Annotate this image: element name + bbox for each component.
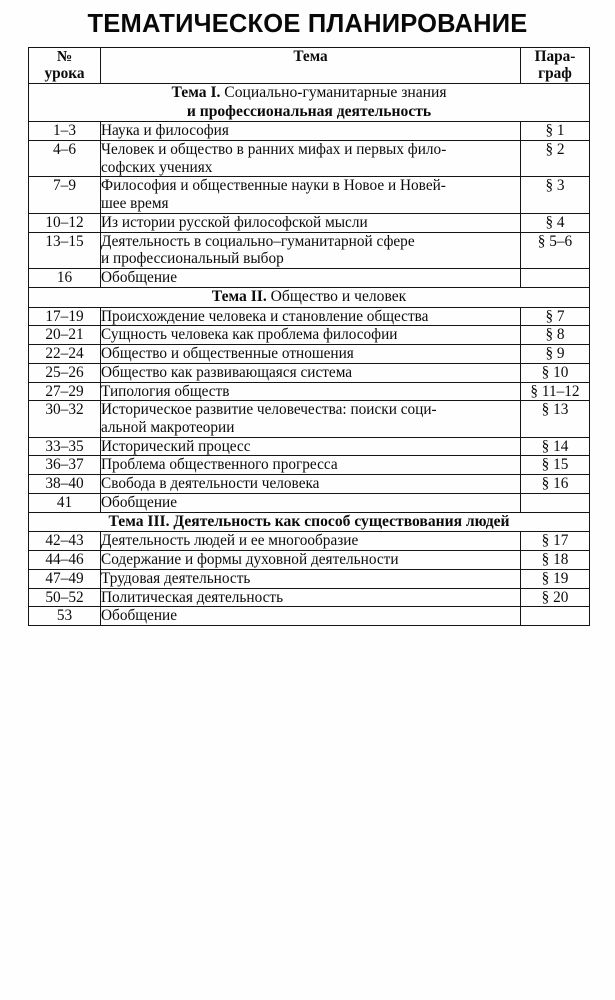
paragraph-cell: § 7: [521, 307, 590, 326]
lesson-number-cell: 1–3: [29, 122, 101, 141]
table-row: [29, 475, 590, 494]
table-header: [29, 48, 590, 84]
table-row: [29, 456, 590, 475]
theme-cell: [101, 456, 521, 475]
theme-text-line-2: софских учениях: [101, 158, 213, 176]
section-number-label: Тема I.: [171, 83, 221, 101]
section-header-row: [29, 83, 590, 121]
paragraph-cell: § 1: [521, 122, 590, 141]
lesson-number-cell: 27–29: [29, 382, 101, 401]
lesson-number-cell: 53: [29, 607, 101, 626]
theme-cell: [101, 607, 521, 626]
column-header-lesson-number: [29, 48, 101, 84]
table-row: [29, 363, 590, 382]
lesson-number-cell: 50–52: [29, 588, 101, 607]
table-row: [29, 382, 590, 401]
paragraph-cell: § 18: [521, 551, 590, 570]
paragraph-cell: § 20: [521, 588, 590, 607]
table-row: [29, 269, 590, 288]
paragraph-cell: § 15: [521, 456, 590, 475]
theme-text-line-1: Историческое развитие человечества: поиски соци-: [101, 401, 437, 419]
lesson-number-cell: 44–46: [29, 551, 101, 570]
table-row: [29, 401, 590, 437]
theme-text-line-2: альной макротеории: [101, 419, 235, 436]
lesson-number-cell: 30–32: [29, 401, 101, 437]
column-header-paragraph: [521, 48, 590, 84]
section-header-row: [29, 512, 590, 532]
paragraph-cell: § 17: [521, 532, 590, 551]
theme-cell: [101, 493, 521, 512]
paragraph-cell: § 2: [521, 141, 590, 177]
section-title-section-1: [29, 83, 590, 121]
section-title-text: Социально-гуманитарные знания: [220, 83, 447, 101]
table-row: [29, 213, 590, 232]
theme-cell: [101, 345, 521, 364]
section-title-section-3: [29, 512, 590, 532]
theme-text-line-2: шее время: [101, 195, 169, 213]
theme-text-line-1: Содержание и формы духовной деятельности: [101, 551, 399, 569]
lesson-number-header-line-2: урока: [44, 65, 85, 83]
table-row: [29, 607, 590, 626]
theme-cell: [101, 307, 521, 326]
paragraph-cell: § 9: [521, 345, 590, 364]
lesson-number-cell: 41: [29, 493, 101, 512]
lesson-number-cell: 38–40: [29, 475, 101, 494]
lesson-number-cell: 25–26: [29, 363, 101, 382]
paragraph-cell: § 13: [521, 401, 590, 437]
table-row: [29, 232, 590, 268]
theme-text-line-1: Исторический процесс: [101, 437, 251, 455]
theme-cell: [101, 569, 521, 588]
theme-text-line-1: Свобода в деятельности человека: [101, 475, 320, 493]
paragraph-cell: § 5–6: [521, 232, 590, 268]
paragraph-cell: § 10: [521, 363, 590, 382]
lesson-number-header-line-1: №: [56, 48, 73, 65]
theme-cell: [101, 475, 521, 494]
theme-text-line-1: Обобщение: [101, 269, 177, 287]
section-title-line-2-emphasis: и профессиональная деятельность: [186, 102, 432, 120]
table-row: [29, 569, 590, 588]
theme-text-line-1: Политическая деятельность: [101, 588, 284, 606]
lesson-number-cell: 7–9: [29, 177, 101, 213]
section-title-line-1: [29, 84, 589, 103]
table-row: [29, 551, 590, 570]
theme-text-line-1: Сущность человека как проблема философии: [101, 326, 398, 344]
section-number-label: Тема III.: [108, 512, 170, 530]
thematic-plan-table: [28, 47, 590, 626]
theme-cell: [101, 141, 521, 177]
lesson-number-cell: 33–35: [29, 437, 101, 456]
theme-text-line-1: Общество и общественные отношения: [101, 345, 354, 363]
theme-cell: [101, 213, 521, 232]
paragraph-cell: § 4: [521, 213, 590, 232]
lesson-number-cell: 22–24: [29, 345, 101, 364]
theme-text-line-1: Трудовая деятельность: [101, 569, 251, 587]
paragraph-cell: § 3: [521, 177, 590, 213]
table-row: [29, 437, 590, 456]
paragraph-cell: [521, 269, 590, 288]
theme-cell: [101, 532, 521, 551]
theme-cell: [101, 269, 521, 288]
lesson-number-cell: 20–21: [29, 326, 101, 345]
section-title-line-2: [29, 103, 589, 122]
table-row: [29, 122, 590, 141]
paragraph-cell: § 14: [521, 437, 590, 456]
section-number-label: Тема II.: [211, 287, 267, 305]
page-title: ТЕМАТИЧЕСКОЕ ПЛАНИРОВАНИЕ: [87, 10, 528, 38]
theme-text-line-1: Общество как развивающаяся система: [101, 363, 353, 381]
theme-cell: [101, 177, 521, 213]
theme-cell: [101, 122, 521, 141]
theme-text-line-1: Обобщение: [101, 493, 177, 511]
table-row: [29, 345, 590, 364]
section-title-text: Деятельность как способ существования людей: [169, 512, 510, 530]
theme-text-line-1: Из истории русской философской мысли: [101, 213, 368, 231]
table-row: [29, 493, 590, 512]
table-row: [29, 177, 590, 213]
column-header-theme: Тема: [101, 48, 521, 84]
section-header-row: [29, 287, 590, 307]
table-row: [29, 588, 590, 607]
theme-cell: [101, 363, 521, 382]
section-title-line-1: [29, 513, 589, 532]
section-title-text: Общество и человек: [266, 287, 407, 305]
theme-text-line-1: Деятельность людей и ее многообразие: [101, 532, 359, 550]
lesson-number-cell: 47–49: [29, 569, 101, 588]
lesson-number-cell: 10–12: [29, 213, 101, 232]
theme-text-line-1: Проблема общественного прогресса: [101, 456, 338, 474]
theme-cell: [101, 437, 521, 456]
section-title-line-1: [29, 288, 589, 307]
section-title-section-2: [29, 287, 590, 307]
theme-text-line-1: Деятельность в социально–гуманитарной сфере: [101, 232, 415, 250]
theme-text-line-1: Философия и общественные науки в Новое и Новей-: [101, 177, 446, 195]
paragraph-header-line-1: Пара-: [534, 48, 576, 65]
theme-text-line-1: Человек и общество в ранних мифах и первых фило-: [101, 141, 447, 159]
theme-text-line-1: Происхождение человека и становление общества: [101, 307, 429, 325]
lesson-number-cell: 42–43: [29, 532, 101, 551]
theme-cell: [101, 588, 521, 607]
lesson-number-cell: 17–19: [29, 307, 101, 326]
lesson-number-cell: 16: [29, 269, 101, 288]
table-row: [29, 326, 590, 345]
paragraph-cell: [521, 493, 590, 512]
theme-cell: [101, 401, 521, 437]
theme-cell: [101, 382, 521, 401]
paragraph-header-line-2: граф: [538, 65, 572, 83]
lesson-number-cell: 36–37: [29, 456, 101, 475]
lesson-number-cell: 13–15: [29, 232, 101, 268]
theme-text-line-2: и профессиональный выбор: [101, 250, 284, 268]
table-row: [29, 307, 590, 326]
paragraph-cell: § 8: [521, 326, 590, 345]
thematic-plan-table-container: [28, 47, 589, 626]
paragraph-cell: [521, 607, 590, 626]
table-header-row: [29, 48, 590, 84]
table-body: [29, 83, 590, 625]
table-row: [29, 141, 590, 177]
paragraph-cell: § 16: [521, 475, 590, 494]
paragraph-cell: § 19: [521, 569, 590, 588]
paragraph-cell: § 11–12: [521, 382, 590, 401]
theme-text-line-1: Обобщение: [101, 607, 177, 625]
theme-text-line-1: Типология обществ: [101, 382, 230, 400]
table-row: [29, 532, 590, 551]
theme-cell: [101, 232, 521, 268]
theme-text-line-1: Наука и философия: [101, 122, 229, 140]
theme-cell: [101, 551, 521, 570]
theme-cell: [101, 326, 521, 345]
lesson-number-cell: 4–6: [29, 141, 101, 177]
